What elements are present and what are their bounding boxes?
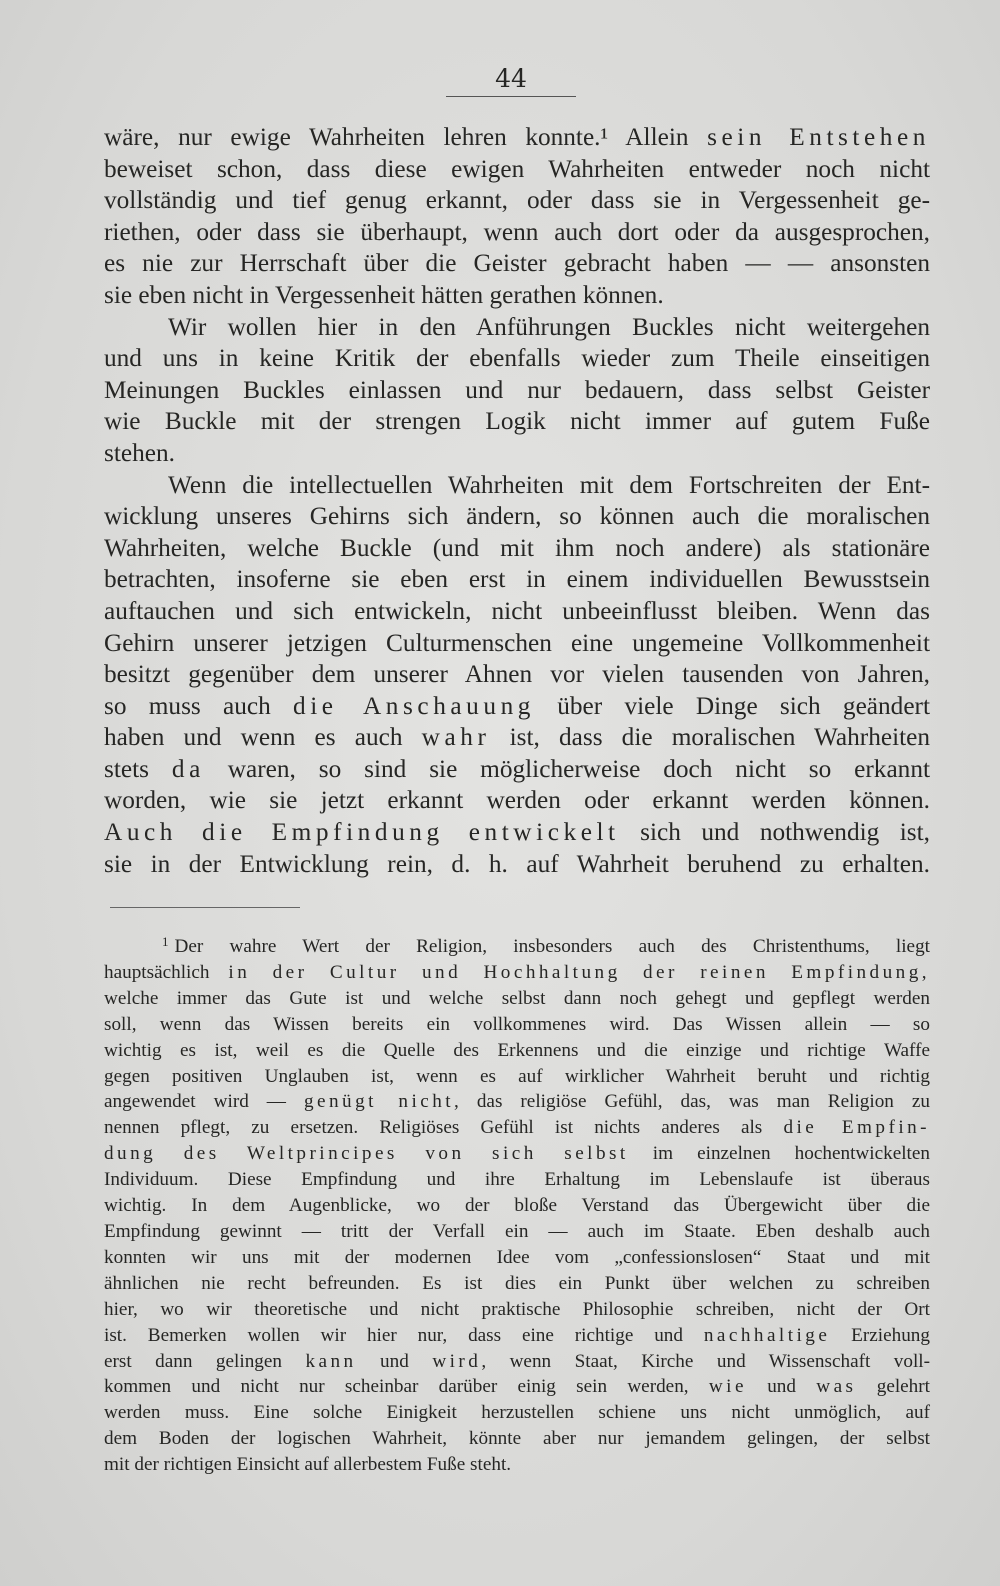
text-line: stehen. — [104, 438, 175, 467]
footnote-line: konnten wir uns mit der modernen Idee vom „confessionslosen“ Staat und mit — [104, 1246, 930, 1268]
text-line: es nie zur Herrschaft über die Geister gebracht haben — — ansonsten — [104, 249, 930, 278]
text-line: besitzt gegenüber dem unserer Ahnen vor vielen tausenden von Jahren, — [104, 660, 930, 689]
footnote-rule — [110, 907, 300, 908]
text-line: Meinungen Buckles einlassen und nur bedauern, dass selbst Geister — [104, 375, 930, 404]
footnote-line: hauptsächlich in der Cultur und Hochhaltung der reinen Empfindung, — [104, 961, 930, 983]
page-number: 44 — [495, 64, 527, 93]
text-line: sie in der Entwicklung rein, d. h. auf Wahrheit beruhend zu erhalten. — [104, 849, 930, 878]
text-line: Wir wollen hier in den Anführungen Buckles nicht weitergehen — [168, 312, 930, 341]
footnote-line: $^1$ Der wahre Wert der Religion, insbesonders auch des Christenthums, liegt — [162, 934, 930, 957]
text-line: Wenn die intellectuellen Wahrheiten mit dem Fortschreiten der Ent- — [168, 470, 930, 499]
footnote-line: dem Boden der logischen Wahrheit, könnte aber nur jemandem gelingen, der selbst — [104, 1428, 930, 1450]
footnote-line: wichtig es ist, weil es die Quelle des Erkennens und die einzige und richtige Waffe — [104, 1039, 930, 1061]
text-line: stets da waren, so sind sie möglicherweise doch nicht so erkannt — [104, 754, 930, 783]
footnote-line: hier, wo wir theoretische und nicht praktische Philosophie schreiben, nicht der Ort — [104, 1298, 930, 1320]
footnote-line: werden muss. Eine solche Einigkeit herzustellen schiene uns nicht unmöglich, auf — [104, 1402, 930, 1424]
footnote-line: gegen positiven Unglauben ist, wenn es auf wirklicher Wahrheit beruht und richtig — [104, 1065, 930, 1087]
text-line: so muss auch die Anschauung über viele Dinge sich geändert — [104, 691, 931, 720]
text-line: betrachten, insoferne sie eben erst in einem individuellen Bewusstsein — [104, 565, 930, 594]
text-line: und uns in keine Kritik der ebenfalls wieder zum Theile einseitigen — [104, 344, 930, 373]
text-line: wäre, nur ewige Wahrheiten lehren konnte.¹ Allein sein Entstehen — [104, 123, 930, 151]
text-line: wicklung unseres Gehirns sich ändern, so können auch die moralischen — [104, 502, 930, 531]
text-line: riethen, oder dass sie überhaupt, wenn auch dort oder da ausgesprochen, — [104, 217, 930, 246]
text-line: haben und wenn es auch wahr ist, dass die moralischen Wahrheiten — [104, 723, 930, 752]
text-line: beweiset schon, dass diese ewigen Wahrheiten entweder noch nicht — [104, 154, 930, 183]
footnote-line: Individuum. Diese Empfindung und ihre Erhaltung im Lebenslaufe ist überaus — [104, 1169, 930, 1191]
footnote-line: soll, wenn das Wissen bereits ein vollkommenes wird. Das Wissen allein — so — [104, 1013, 930, 1035]
text-line: wie Buckle mit der strengen Logik nicht immer auf gutem Fuße — [104, 407, 930, 436]
footnote — [104, 929, 930, 1478]
footnote-line: welche immer das Gute ist und welche selbst dann noch gehegt und gepflegt werden — [104, 987, 930, 1009]
footnote-line: erst dann gelingen kann und wird, wenn Staat, Kirche und Wissenschaft voll- — [104, 1350, 931, 1372]
text-line: auftauchen und sich entwickeln, nicht unbeeinflusst bleiben. Wenn das — [104, 596, 930, 625]
text-line: sie eben nicht in Vergessenheit hätten gerathen können. — [104, 280, 664, 309]
footnote-line: angewendet wird — genügt nicht, das religiöse Gefühl, das, was man Religion zu — [104, 1091, 930, 1113]
body-text — [104, 122, 930, 880]
footnote-line: mit der richtigen Einsicht auf allerbestem Fuße steht. — [104, 1454, 512, 1476]
footnote-line: ist. Bemerken wollen wir hier nur, dass eine richtige und nachhaltige Erziehung — [104, 1324, 930, 1346]
text-line: Auch die Empfindung entwickelt sich und nothwendig ist, — [104, 818, 930, 847]
header-rule — [446, 96, 576, 97]
text-line: vollständig und tief genug erkannt, oder dass sie in Vergessenheit ge- — [104, 186, 930, 215]
text-line: Wahrheiten, welche Buckle (und mit ihm noch andere) als stationäre — [104, 533, 930, 562]
footnote-line: Empfindung gewinnt — tritt der Verfall ein — auch im Staate. Eben deshalb auch — [104, 1220, 930, 1242]
text-line: Gehirn unserer jetzigen Culturmenschen eine ungemeine Vollkommenheit — [104, 628, 930, 657]
text-line: worden, wie sie jetzt erkannt werden oder erkannt werden können. — [104, 786, 930, 815]
footnote-line: wichtig. In dem Augenblicke, wo der bloße Verstand das Übergewicht über die — [104, 1195, 930, 1217]
footnote-line: kommen und nicht nur scheinbar darüber einig sein werden, wie und was gelehrt — [104, 1376, 930, 1398]
footnote-marker: 1 — [162, 934, 169, 949]
footnote-line: ähnlichen nie recht befreunden. Es ist dies ein Punkt über welchen zu schreiben — [104, 1272, 930, 1294]
footnote-line: dung des Weltprincipes von sich selbst im einzelnen hochentwickelten — [104, 1143, 930, 1165]
footnote-line: nennen pflegt, zu ersetzen. Religiöses Gefühl ist nichts anderes als die Empfin- — [104, 1117, 930, 1139]
